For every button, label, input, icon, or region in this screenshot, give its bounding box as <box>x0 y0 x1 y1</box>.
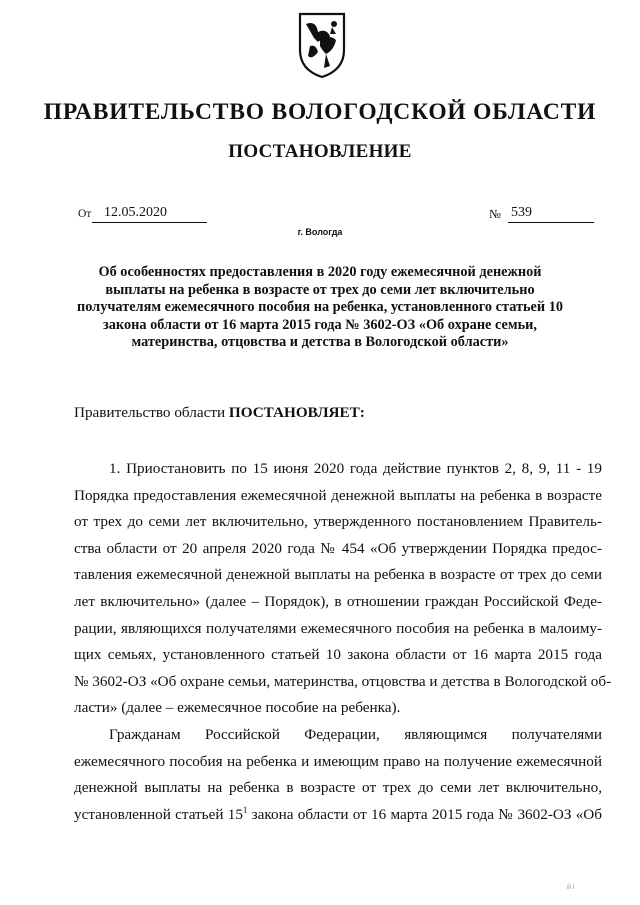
subject-line: Об особенностях предоставления в 2020 году ежемесячной денежной <box>98 264 542 280</box>
body-line: № 3602-ОЗ «Об охране семьи, материнства, отцовства и детства в Вологодской об- <box>74 672 612 690</box>
body-line: Порядка предоставления ежемесячной денежной выплаты на ребенка в возрасте <box>74 486 602 504</box>
date-value: 12.05.2020 <box>104 205 167 220</box>
body-line: ласти» (далее – ежемесячное пособие на ребенка). <box>74 699 401 717</box>
subject-line: получателям ежемесячного пособия на ребенка, установленного статьей 10 <box>76 299 564 316</box>
subject-line: материнства, отцовства и детства в Вологодской области» <box>131 334 509 351</box>
date-label: От <box>78 208 92 220</box>
body-line-part: установленной статьей 15 <box>74 805 243 823</box>
body-line: денежной выплаты на ребенка в возрасте от трех до семи лет включительно, <box>74 779 602 797</box>
preamble-text: Правительство области <box>74 404 229 421</box>
document-subject <box>60 264 580 352</box>
body-line: лет включительно» (далее – Порядок), в отношении граждан Российской Феде- <box>74 592 602 610</box>
document-body <box>74 456 612 828</box>
number-label: № <box>489 207 501 221</box>
body-line-with-superscript <box>74 802 602 829</box>
city-label: г. Вологда <box>297 227 343 237</box>
body-line: Гражданам Российской Федерации, являющимся получателями <box>109 725 602 743</box>
subject-line: закона области от 16 марта 2015 года № 3602-ОЗ «Об охране семьи, <box>103 316 537 333</box>
document-type-title: ПОСТАНОВЛЕНИЕ <box>228 141 412 162</box>
number-value: 539 <box>511 205 532 220</box>
preamble <box>74 404 365 422</box>
body-line: рации, являющихся получателями ежемесячного пособия на ребенка в малоиму- <box>74 619 602 637</box>
body-line: 1. Приостановить по 15 июня 2020 года действие пунктов 2, 8, 9, 11 - 19 <box>109 460 602 477</box>
number-field <box>508 207 594 223</box>
body-line: ства области от 20 апреля 2020 года № 454 «Об утверждении Порядка предос- <box>74 539 602 557</box>
government-title: ПРАВИТЕЛЬСТВО ВОЛОГОДСКОЙ ОБЛАСТИ <box>43 99 597 125</box>
body-line: ежемесячного пособия на ребенка и имеющим право на получение ежемесячной <box>74 752 602 770</box>
body-line: щих семьях, установленного статьей 10 закона области от 16 марта 2015 года <box>74 646 602 664</box>
preamble-decree-word: ПОСТАНОВЛЯЕТ: <box>228 404 365 421</box>
date-field <box>92 207 207 223</box>
page-mark: й і <box>567 884 575 891</box>
body-line: тавления ежемесячной денежной выплаты на ребенка в возрасте от трех до семи <box>74 566 602 584</box>
subject-line: выплаты на ребенка в возрасте от трех до семи лет включительно <box>105 281 535 298</box>
superscript: 1 <box>242 804 248 815</box>
body-line: от трех до семи лет включительно, утвержденного постановлением Правитель- <box>74 513 602 531</box>
body-line-part: закона области от 16 марта 2015 года № 3602-ОЗ «Об <box>247 805 603 823</box>
coat-of-arms-icon <box>296 10 348 80</box>
